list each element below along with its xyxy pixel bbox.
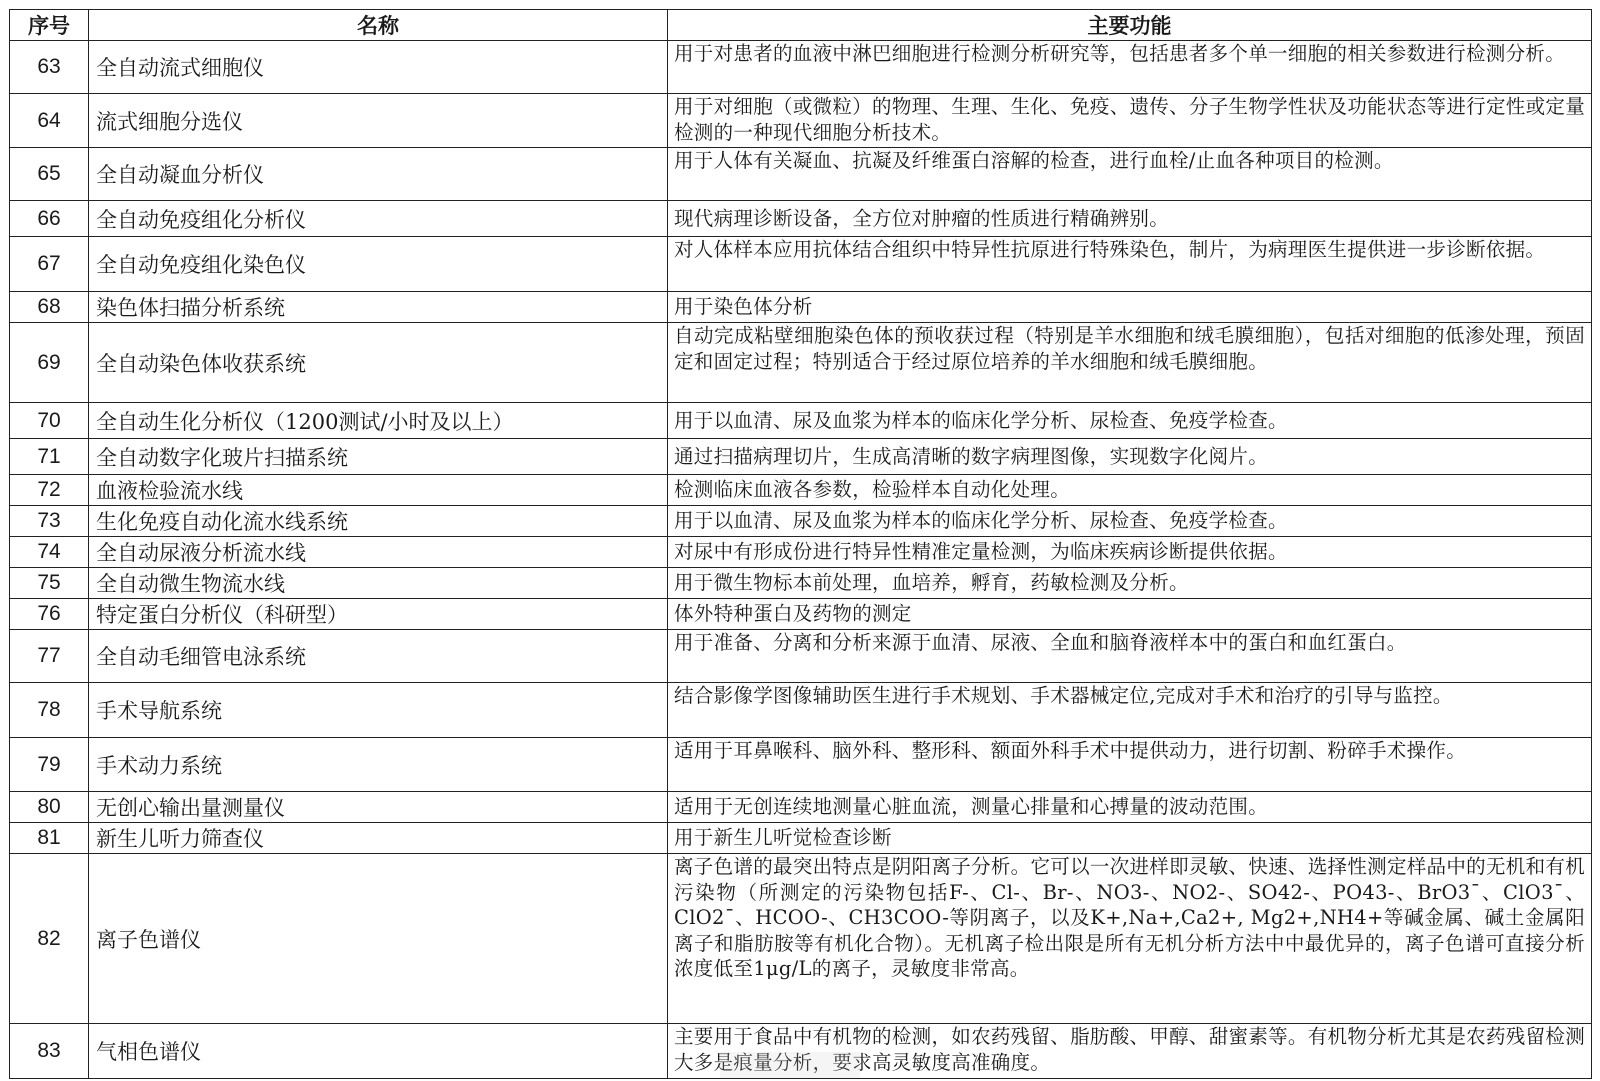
row-name: 全自动免疫组化染色仪 bbox=[89, 237, 668, 292]
table-row bbox=[10, 475, 1592, 506]
row-no: 76 bbox=[10, 599, 89, 630]
row-function: 用于染色体分析 bbox=[668, 292, 1592, 323]
row-name: 全自动流式细胞仪 bbox=[89, 41, 668, 94]
table-row bbox=[10, 823, 1592, 854]
watermark bbox=[720, 1052, 860, 1078]
table-row bbox=[10, 738, 1592, 792]
row-no: 80 bbox=[10, 792, 89, 823]
table-row bbox=[10, 630, 1592, 683]
table-row bbox=[10, 201, 1592, 237]
table-row bbox=[10, 792, 1592, 823]
table-row bbox=[10, 41, 1592, 94]
row-function: 适用于无创连续地测量心脏血流，测量心排量和心搏量的波动范围。 bbox=[668, 792, 1592, 823]
row-name: 全自动微生物流水线 bbox=[89, 568, 668, 599]
table-row bbox=[10, 292, 1592, 323]
row-function: 用于新生儿听觉检查诊断 bbox=[668, 823, 1592, 854]
row-function: 适用于耳鼻喉科、脑外科、整形科、额面外科手术中提供动力，进行切割、粉碎手术操作。 bbox=[668, 738, 1592, 792]
row-name: 气相色谱仪 bbox=[89, 1024, 668, 1079]
table-row bbox=[10, 599, 1592, 630]
row-no: 73 bbox=[10, 506, 89, 537]
header-function: 主要功能 bbox=[668, 10, 1592, 41]
row-name: 无创心输出量测量仪 bbox=[89, 792, 668, 823]
row-function: 现代病理诊断设备，全方位对肿瘤的性质进行精确辨别。 bbox=[668, 201, 1592, 237]
row-function: 用于对细胞（或微粒）的物理、生理、生化、免疫、遗传、分子生物学性状及功能状态等进行定性或定量检测的一种现代细胞分析技术。 bbox=[668, 94, 1592, 148]
row-name: 手术动力系统 bbox=[89, 738, 668, 792]
row-function: 检测临床血液各参数，检验样本自动化处理。 bbox=[668, 475, 1592, 506]
row-name: 全自动免疫组化分析仪 bbox=[89, 201, 668, 237]
row-no: 82 bbox=[10, 854, 89, 1024]
row-function: 对尿中有形成份进行特异性精准定量检测，为临床疾病诊断提供依据。 bbox=[668, 537, 1592, 568]
table-row bbox=[10, 568, 1592, 599]
row-no: 68 bbox=[10, 292, 89, 323]
row-name: 生化免疫自动化流水线系统 bbox=[89, 506, 668, 537]
table-row bbox=[10, 237, 1592, 292]
row-no: 65 bbox=[10, 148, 89, 201]
row-name: 全自动染色体收获系统 bbox=[89, 323, 668, 403]
row-function: 用于以血清、尿及血浆为样本的临床化学分析、尿检查、免疫学检查。 bbox=[668, 403, 1592, 439]
table-row bbox=[10, 94, 1592, 148]
row-no: 64 bbox=[10, 94, 89, 148]
row-no: 81 bbox=[10, 823, 89, 854]
table-row bbox=[10, 439, 1592, 475]
row-function: 对人体样本应用抗体结合组织中特异性抗原进行特殊染色，制片，为病理医生提供进一步诊断依据。 bbox=[668, 237, 1592, 292]
table-row bbox=[10, 323, 1592, 403]
table-row bbox=[10, 506, 1592, 537]
row-function: 用于对患者的血液中淋巴细胞进行检测分析研究等，包括患者多个单一细胞的相关参数进行检测分析。 bbox=[668, 41, 1592, 94]
row-name: 流式细胞分选仪 bbox=[89, 94, 668, 148]
row-function: 用于以血清、尿及血浆为样本的临床化学分析、尿检查、免疫学检查。 bbox=[668, 506, 1592, 537]
header-no: 序号 bbox=[10, 10, 89, 41]
header-name: 名称 bbox=[89, 10, 668, 41]
row-name: 全自动毛细管电泳系统 bbox=[89, 630, 668, 683]
row-no: 79 bbox=[10, 738, 89, 792]
row-function: 通过扫描病理切片，生成高清晰的数字病理图像，实现数字化阅片。 bbox=[668, 439, 1592, 475]
row-no: 67 bbox=[10, 237, 89, 292]
row-function: 体外特种蛋白及药物的测定 bbox=[668, 599, 1592, 630]
row-no: 66 bbox=[10, 201, 89, 237]
table-row bbox=[10, 148, 1592, 201]
equipment-table bbox=[9, 9, 1592, 1079]
row-no: 72 bbox=[10, 475, 89, 506]
table-row bbox=[10, 403, 1592, 439]
row-no: 69 bbox=[10, 323, 89, 403]
table-body bbox=[10, 41, 1592, 1079]
row-no: 77 bbox=[10, 630, 89, 683]
row-name: 血液检验流水线 bbox=[89, 475, 668, 506]
row-no: 78 bbox=[10, 683, 89, 738]
row-no: 75 bbox=[10, 568, 89, 599]
table-row bbox=[10, 854, 1592, 1024]
row-function: 结合影像学图像辅助医生进行手术规划、手术器械定位,完成对手术和治疗的引导与监控。 bbox=[668, 683, 1592, 738]
row-function: 离子色谱的最突出特点是阴阳离子分析。它可以一次进样即灵敏、快速、选择性测定样品中的无机和有机污染物（所测定的污染物包括F-、Cl-、Br-、NO3-、NO2-、SO42-、PO43-、BrO3¯、ClO3¯、ClO2¯、HCOO-、CH3COO-等阴离子，以及K+,Na+,Ca2+, Mg2+,NH4+等碱金属、碱土金属阳离子和脂肪胺等有机化合物）。无机离子检出限是所有无机分析方法中中最优异的，离子色谱可直接分析浓度低至1μg/L的离子，灵敏度非常高。 bbox=[668, 854, 1592, 1024]
row-name: 手术导航系统 bbox=[89, 683, 668, 738]
row-no: 63 bbox=[10, 41, 89, 94]
row-name: 全自动生化分析仪（1200测试/小时及以上） bbox=[89, 403, 668, 439]
row-name: 离子色谱仪 bbox=[89, 854, 668, 1024]
row-name: 全自动凝血分析仪 bbox=[89, 148, 668, 201]
row-function: 用于微生物标本前处理，血培养，孵育，药敏检测及分析。 bbox=[668, 568, 1592, 599]
row-no: 83 bbox=[10, 1024, 89, 1079]
row-name: 全自动数字化玻片扫描系统 bbox=[89, 439, 668, 475]
row-name: 全自动尿液分析流水线 bbox=[89, 537, 668, 568]
row-function: 用于准备、分离和分析来源于血清、尿液、全血和脑脊液样本中的蛋白和血红蛋白。 bbox=[668, 630, 1592, 683]
row-name: 特定蛋白分析仪（科研型） bbox=[89, 599, 668, 630]
row-function: 主要用于食品中有机物的检测，如农药残留、脂肪酸、甲醇、甜蜜素等。有机物分析尤其是农药残留检测大多是痕量分析，要求高灵敏度高准确度。 bbox=[668, 1024, 1592, 1079]
row-no: 74 bbox=[10, 537, 89, 568]
row-name: 新生儿听力筛查仪 bbox=[89, 823, 668, 854]
row-no: 71 bbox=[10, 439, 89, 475]
table-header-row bbox=[10, 10, 1592, 41]
table-row bbox=[10, 683, 1592, 738]
row-no: 70 bbox=[10, 403, 89, 439]
row-function: 用于人体有关凝血、抗凝及纤维蛋白溶解的检查，进行血栓/止血各种项目的检测。 bbox=[668, 148, 1592, 201]
row-name: 染色体扫描分析系统 bbox=[89, 292, 668, 323]
row-function: 自动完成粘壁细胞染色体的预收获过程（特别是羊水细胞和绒毛膜细胞），包括对细胞的低渗处理，预固定和固定过程；特别适合于经过原位培养的羊水细胞和绒毛膜细胞。 bbox=[668, 323, 1592, 403]
table-row bbox=[10, 537, 1592, 568]
